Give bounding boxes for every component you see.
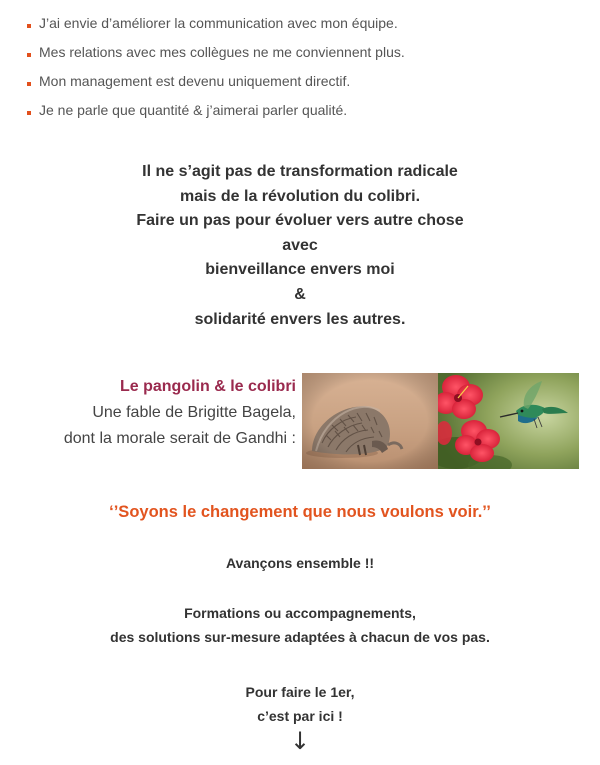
bullet-square-icon xyxy=(27,24,31,28)
lead-line: solidarité envers les autres. xyxy=(194,310,406,328)
avancons-heading xyxy=(0,553,600,573)
gandhi-quote: ‘’Soyons le changement que nous voulons voir.’’ xyxy=(109,503,491,521)
list-item xyxy=(24,41,405,70)
hummingbird-hibiscus-photo xyxy=(438,373,579,469)
lead-line: avec xyxy=(282,236,318,254)
cta-line: Pour faire le 1er, xyxy=(245,684,355,700)
bullet-text: Je ne parle que quantité & j’aimerai parler qualité. xyxy=(39,102,348,118)
pangolin-photo xyxy=(302,373,438,469)
fable-moral-line: dont la morale serait de Gandhi : xyxy=(63,430,296,447)
formations-block xyxy=(0,601,600,649)
bullet-square-icon xyxy=(27,111,31,115)
fable-author-line: Une fable de Brigitte Bagela, xyxy=(92,404,296,421)
lead-line: mais de la révolution du colibri. xyxy=(179,187,421,205)
list-item xyxy=(24,12,405,41)
formations-line: des solutions sur-mesure adaptées à chacun de vos pas. xyxy=(110,629,490,645)
arrow-down-icon[interactable]: ↓ xyxy=(289,727,311,755)
bullet-square-icon xyxy=(27,53,31,57)
cta-line: c’est par ici ! xyxy=(257,708,343,724)
bullet-text: Mes relations avec mes collègues ne me conviennent plus. xyxy=(39,44,405,60)
lead-line: Il ne s’agit pas de transformation radicale xyxy=(142,163,458,180)
cta-block xyxy=(0,680,600,728)
list-item xyxy=(24,99,405,128)
fable-title: Le pangolin & le colibri xyxy=(119,378,296,395)
bullet-square-icon xyxy=(27,82,31,86)
bullet-text: Mon management est devenu uniquement directif. xyxy=(39,73,351,89)
formations-line: Formations ou accompagnements, xyxy=(184,605,416,621)
lead-paragraph xyxy=(0,160,600,332)
fable-description xyxy=(64,374,296,452)
lead-line: bienveillance envers moi xyxy=(205,261,395,279)
intro-bullet-list xyxy=(24,12,405,128)
bullet-text: J’ai envie d’améliorer la communication avec mon équipe. xyxy=(39,15,398,31)
list-item xyxy=(24,70,405,99)
avancons-text: Avançons ensemble !! xyxy=(225,555,375,571)
lead-line: Faire un pas pour évoluer vers autre chose xyxy=(136,212,464,230)
lead-line: & xyxy=(294,285,306,303)
